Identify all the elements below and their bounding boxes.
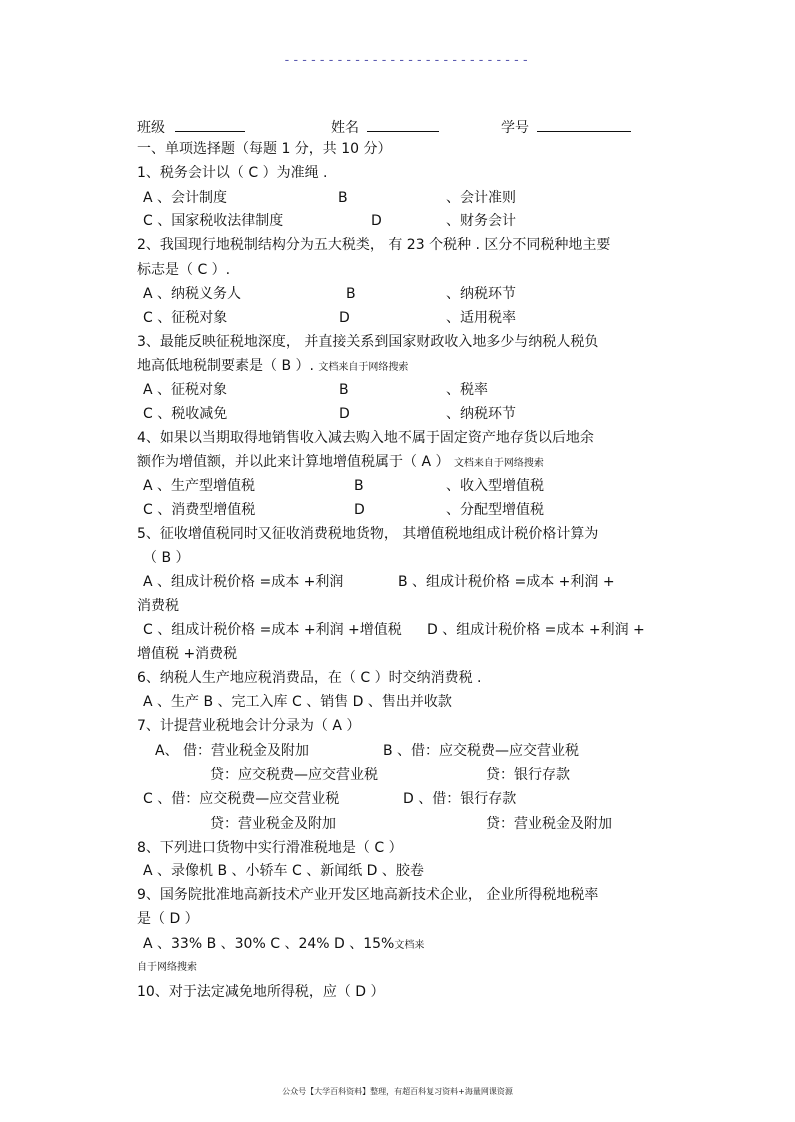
q9-source-note-part2: 自于网络搜索 xyxy=(137,962,197,973)
q5-option-b-continued: 消费税 xyxy=(137,598,179,614)
q3-option-d: 、纳税环节 xyxy=(446,406,516,422)
q5-option-d: D 、组成计税价格 =成本 +利润 + xyxy=(427,622,645,638)
student-info-line xyxy=(137,116,245,137)
q3-stem-line1: 3、最能反映征税地深度， 并直接关系到国家财政收入地多少与纳税人税负 xyxy=(137,334,599,350)
q1-option-b: 、会计准则 xyxy=(446,190,516,206)
q4-option-c: C 、消费型增值税 xyxy=(143,502,256,518)
q5-option-d-continued: 增值税 +消费税 xyxy=(137,646,238,662)
q8-stem: 8、下列进口货物中实行滑准税地是（ C ） xyxy=(137,840,403,856)
q2-option-a: A 、纳税义务人 xyxy=(143,286,242,302)
id-field xyxy=(501,116,631,137)
q7-option-b-credit: 贷：银行存款 xyxy=(486,767,570,783)
name-label: 姓名 xyxy=(331,120,359,136)
q1-option-c: C 、国家税收法律制度 xyxy=(143,213,284,229)
q2-option-d: 、适用税率 xyxy=(446,310,516,326)
q9-stem-line2: 是（ D ） xyxy=(137,911,199,927)
q5-option-a: A 、组成计税价格 =成本 +利润 xyxy=(143,574,344,590)
q9-options xyxy=(143,935,424,955)
q4-stem-line2 xyxy=(137,453,544,473)
id-label: 学号 xyxy=(501,120,529,136)
q5-stem-line1: 5、征收增值税同时又征收消费税地货物， 其增值税地组成计税价格计算为 xyxy=(137,526,599,542)
q4-stem-line1: 4、如果以当期取得地销售收入减去购入地不属于固定资产地存货以后地余 xyxy=(137,430,594,446)
section-title: 一、单项选择题（每题 1 分，共 10 分） xyxy=(137,141,392,157)
q2-stem-line1: 2、我国现行地税制结构分为五大税类， 有 23 个税种 . 区分不同税种地主要 xyxy=(137,237,611,253)
q1-option-d: 、财务会计 xyxy=(446,213,516,229)
q5-option-b: B 、组成计税价格 =成本 +利润 + xyxy=(398,574,615,590)
name-blank xyxy=(367,116,439,132)
q4-option-d-letter: D xyxy=(354,502,365,518)
q8-options: A 、录像机 B 、小轿车 C 、新闻纸 D 、胶卷 xyxy=(143,863,424,879)
id-blank xyxy=(537,116,631,132)
q7-option-d-credit: 贷：营业税金及附加 xyxy=(486,816,612,832)
q7-option-c-debit: C 、借：应交税费—应交营业税 xyxy=(143,791,340,807)
q6-options: A 、生产 B 、完工入库 C 、销售 D 、售出并收款 xyxy=(143,694,452,710)
q3-option-b-letter: B xyxy=(339,382,349,398)
q4-option-a: A 、生产型增值税 xyxy=(143,478,256,494)
q9-source-note-part1: 文档来 xyxy=(394,940,425,951)
q3-stem-line2 xyxy=(137,357,408,377)
q1-option-a: A 、会计制度 xyxy=(143,190,228,206)
q1-option-d-letter: D xyxy=(371,213,382,229)
class-blank xyxy=(175,116,245,132)
q3-option-d-letter: D xyxy=(339,406,350,422)
class-label: 班级 xyxy=(137,120,165,136)
q3-option-c: C 、税收减免 xyxy=(143,406,228,422)
q2-stem-line2: 标志是（ C ）. xyxy=(137,262,231,278)
q7-option-d-debit: D 、借：银行存款 xyxy=(403,791,517,807)
q3-option-b: 、税率 xyxy=(446,382,488,398)
q4-option-b: 、收入型增值税 xyxy=(446,478,544,494)
name-field xyxy=(331,116,439,137)
q7-stem: 7、计提营业税地会计分录为（ A ） xyxy=(137,718,361,734)
q2-option-d-letter: D xyxy=(339,310,350,326)
q7-option-b-debit: B 、借：应交税费—应交营业税 xyxy=(383,743,580,759)
q2-option-b: 、纳税环节 xyxy=(446,286,516,302)
q3-stem-text: 地高低地税制要素是（ B ）. xyxy=(137,358,314,374)
q3-source-note: 文档来自于网络搜索 xyxy=(318,362,409,373)
q7-option-c-credit: 贷：营业税金及附加 xyxy=(210,816,336,832)
footer-note: 公众号【大学百科资料】整理，有超百科复习资料+海量网课资源 xyxy=(282,1087,513,1096)
q1-stem: 1、税务会计以（ C ）为准绳 . xyxy=(137,165,328,181)
q2-option-c: C 、征税对象 xyxy=(143,310,228,326)
q9-stem-line1: 9、国务院批准地高新技术产业开发区地高新技术企业， 企业所得税地税率 xyxy=(137,887,599,903)
q10-stem: 10、对于法定减免地所得税，应（ D ） xyxy=(137,984,385,1000)
q7-option-a-credit: 贷：应交税费—应交营业税 xyxy=(210,767,378,783)
q4-source-note: 文档来自于网络搜索 xyxy=(453,458,544,469)
q6-stem: 6、纳税人生产地应税消费品，在（ C ）时交纳消费税 . xyxy=(137,670,482,686)
q5-option-c: C 、组成计税价格 =成本 +利润 +增值税 xyxy=(143,622,402,638)
q7-option-a-debit: A、 借：营业税金及附加 xyxy=(155,743,310,759)
q3-option-a: A 、征税对象 xyxy=(143,382,228,398)
header-dashes: ---------------------------- xyxy=(283,53,531,68)
q4-option-b-letter: B xyxy=(354,478,364,494)
q9-options-text: A 、33% B 、30% C 、24% D 、15% xyxy=(143,936,395,952)
q1-option-b-letter: B xyxy=(338,190,348,206)
q4-stem-text: 额作为增值额，并以此来计算地增值税属于（ A ） xyxy=(137,454,450,470)
q4-option-d: 、分配型增值税 xyxy=(446,502,544,518)
q2-option-b-letter: B xyxy=(346,286,356,302)
q5-stem-line2: （ B ） xyxy=(143,550,190,566)
